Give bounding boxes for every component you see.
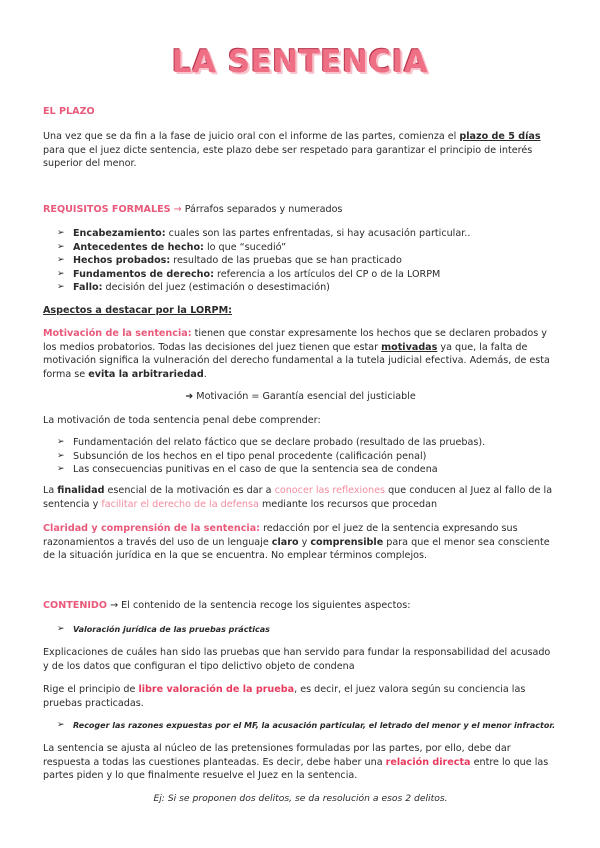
facilitar-highlight: facilitar el derecho de la defensa: [101, 498, 259, 510]
claro-emphasis: claro: [271, 536, 299, 548]
relacion-directa-highlight: relación directa: [385, 756, 471, 768]
finalidad-text-2: esencial de la motivación es dar a: [104, 485, 275, 496]
finalidad-emphasis: finalidad: [57, 485, 105, 496]
contenido-heading-line: [43, 599, 558, 613]
list-item-desc: cuales son las partes enfrentadas, si hay acusación particular..: [165, 228, 471, 239]
finalidad-paragraph: [43, 484, 558, 511]
claridad-text-3: para que el menor sea consciente de la situación jurídica en la que se encuentra. No emplear términos complejos.: [43, 536, 550, 562]
plazo-heading-block: [43, 105, 558, 119]
claridad-label: Claridad y comprensión de la sentencia:: [43, 523, 261, 534]
conocer-highlight: conocer las reflexiones: [274, 485, 386, 496]
list-item: [57, 623, 558, 637]
aspectos-heading: Aspectos a destacar por la LORPM:: [43, 305, 232, 316]
motivacion-paragraph: [43, 327, 558, 381]
claridad-paragraph: [43, 522, 558, 563]
motivacion-label: Motivación de la sentencia:: [43, 328, 192, 339]
claridad-text-1: redacción por el juez de la sentencia expresando sus razonamientos a través del uso de un lenguaje: [43, 523, 518, 548]
motivacion-note-text: ➜ Motivación = Garantía esencial del justiciable: [185, 391, 416, 402]
contenido-item-1: [43, 623, 558, 637]
comprensible-emphasis: comprensible: [310, 536, 384, 548]
list-item: [57, 254, 558, 268]
list-item: ➢ Fundamentación del relato fáctico que se declare probado (resultado de las pruebas).: [57, 436, 558, 450]
motivacion-text-3: .: [203, 368, 207, 380]
libre-valoracion-highlight: libre valoración de la prueba: [138, 684, 295, 695]
plazo-text-1: Una vez que se da fin a la fase de juicio oral con el informe de las partes, comienza el: [43, 131, 460, 142]
finalidad-text-1: La: [43, 485, 58, 496]
list-item-desc: resultado de las pruebas que se han practicado: [170, 255, 402, 267]
plazo-text-2: para que el juez dicte sentencia, este plazo debe ser respetado para garantizar el principio de interés superior del menor.: [43, 144, 533, 170]
ejemplo-text: Ej: Si se proponen dos delitos, se da resolución a esos 2 delitos.: [153, 793, 448, 804]
explicaciones-paragraph: [43, 646, 558, 673]
title-banner: [0, 44, 600, 80]
plazo-heading: EL PLAZO: [43, 106, 95, 117]
list-item-term: Hechos probados:: [73, 255, 171, 267]
plazo-emphasis: plazo de 5 días: [459, 131, 541, 142]
requisitos-arrow: →: [173, 204, 182, 215]
rige-text-1: Rige el principio de: [43, 684, 139, 695]
requisitos-heading-line: [43, 203, 558, 217]
list-item-term: Antecedentes de hecho:: [73, 241, 204, 253]
list-item-term: Encabezamiento:: [73, 228, 166, 239]
finalidad-text-4: mediante los recursos que procedan: [258, 498, 438, 510]
document-title: LA SENTENCIA: [171, 44, 429, 80]
recoger-item: Recoger las razones expuestas por el MF, la acusación particular, el letrado del menor y el menor infractor.: [73, 721, 556, 730]
rige-text-2: , es decir, el juez valora según su conciencia las pruebas practicadas.: [43, 684, 526, 709]
evita-emphasis: evita la arbitrariedad: [88, 368, 204, 380]
list-item: ➢ Las consecuencias punitivas en el caso de que la sentencia sea de condena: [57, 463, 558, 477]
list-item: ➢ Subsunción de los hechos en el tipo penal procedente (calificación penal): [57, 450, 558, 464]
contenido-intro: → El contenido de la sentencia recoge los siguientes aspectos:: [107, 600, 411, 611]
plazo-paragraph: [43, 130, 558, 171]
list-item: [57, 268, 558, 282]
motivadas-emphasis: motivadas: [381, 341, 438, 353]
requisitos-heading: REQUISITOS FORMALES: [43, 204, 171, 215]
requisitos-intro: Párrafos separados y numerados: [181, 204, 343, 215]
comprender-intro: [43, 414, 558, 428]
claridad-text-2: y: [298, 536, 311, 548]
ajusta-text-2: entre lo que las partes piden y lo que finalmente resuelve el Juez en la sentencia.: [43, 756, 549, 782]
comprender-list: [43, 436, 558, 477]
finalidad-text-3: que conducen al Juez al fallo de la sentencia y: [43, 485, 553, 510]
ejemplo-line: [43, 792, 558, 806]
list-item-term: Fallo:: [73, 282, 103, 294]
list-item-desc: lo que “sucedió”: [203, 241, 287, 253]
comprender-intro-text: La motivación de toda sentencia penal debe comprender:: [43, 415, 321, 426]
ajusta-text-1: La sentencia se ajusta al núcleo de las pretensiones formuladas por las partes, por ello, debe dar respuesta a todas las cuestiones planteadas. Es decir, debe haber una: [43, 743, 511, 768]
list-item: [57, 719, 558, 733]
list-item-term: Fundamentos de derecho:: [73, 268, 214, 280]
list-item-desc: decisión del juez (estimación o desestimación): [102, 282, 330, 294]
motivacion-text-2: ya que, la falta de motivación significa la vulneración del derecho fundamental a la tutela judicial efectiva. Además, de esta forma se: [43, 341, 550, 380]
requisitos-list: [43, 227, 558, 295]
list-item: [57, 227, 558, 241]
contenido-item-2: [43, 719, 558, 733]
rige-paragraph: [43, 683, 558, 710]
motivacion-note: [43, 390, 558, 404]
list-item: [57, 241, 558, 255]
explicaciones-text: Explicaciones de cuáles han sido las pruebas que han servido para fundar la responsabilidad del acusado y de los datos que configuran el tipo delictivo objeto de condena: [43, 647, 551, 672]
aspectos-heading-block: [43, 304, 558, 318]
contenido-heading: CONTENIDO: [43, 600, 108, 611]
motivacion-text-1: tienen que constar expresamente los hechos que se declaren probados y los medios probatorios. Todas las decisiones del juez tienen que estar: [43, 328, 547, 353]
list-item-desc: referencia a los artículos del CP o de la LORPM: [213, 268, 441, 280]
ajusta-paragraph: [43, 742, 558, 783]
valoracion-item: Valoración jurídica de las pruebas prácticas: [73, 625, 270, 634]
list-item: [57, 281, 558, 295]
